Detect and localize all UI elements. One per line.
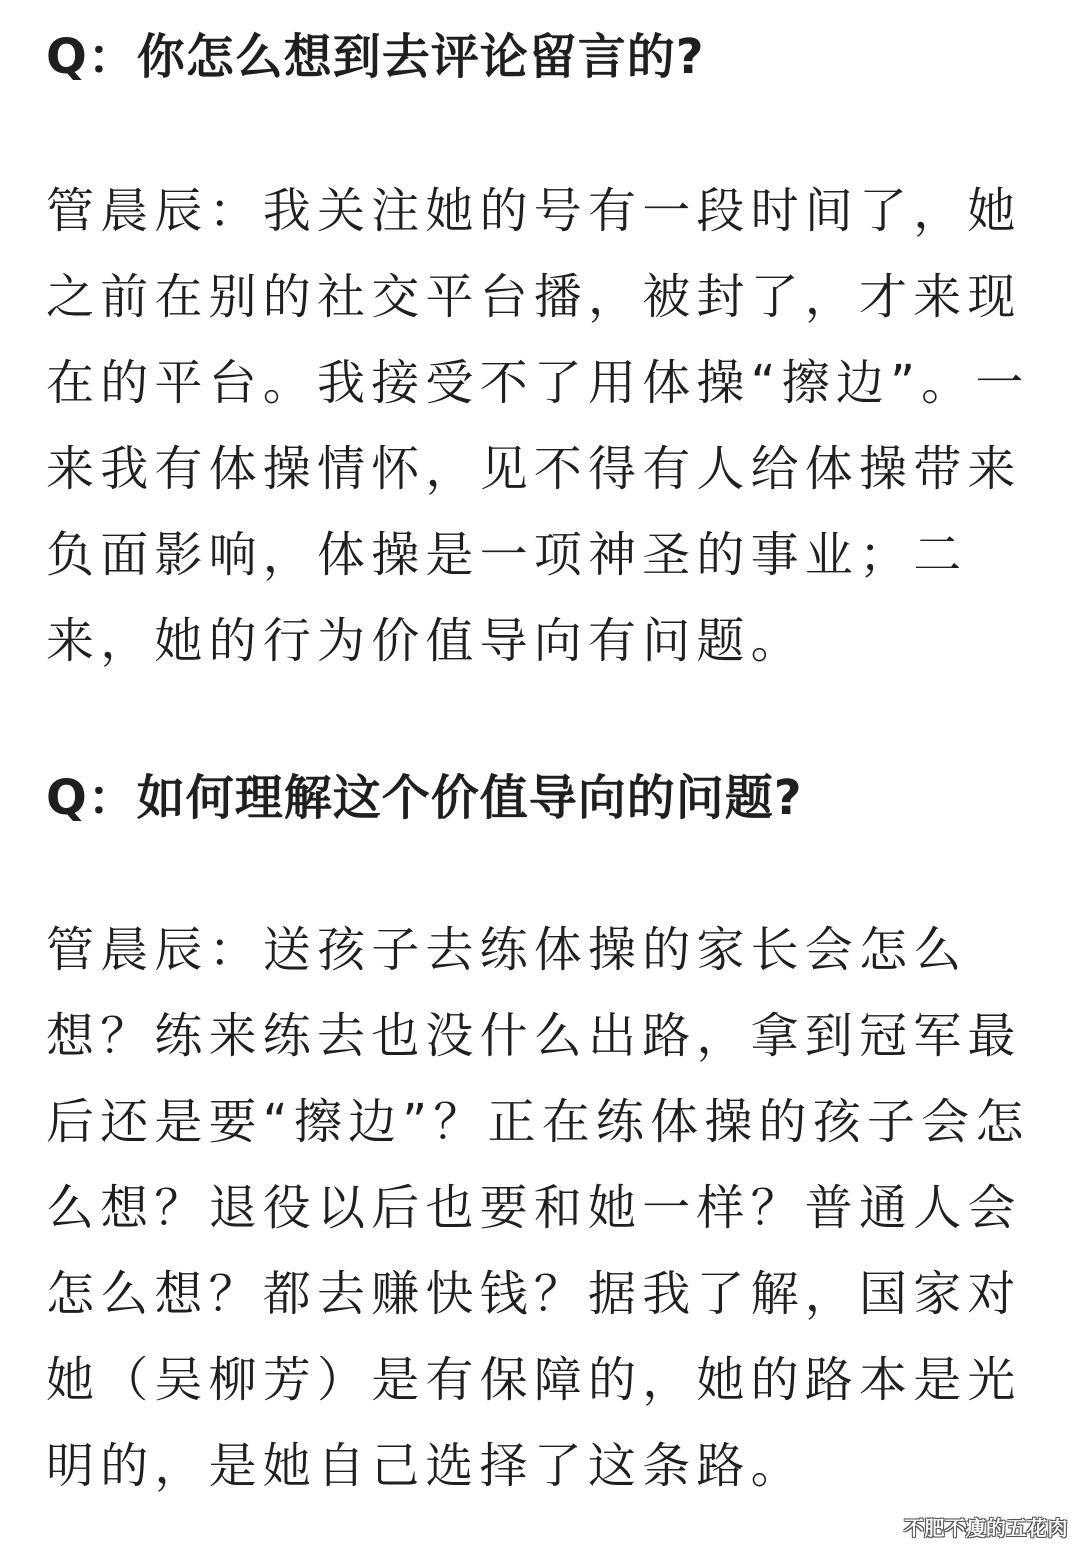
watermark: 不肥不瘦的五花肉 xyxy=(904,1516,1068,1540)
question-2: Q：如何理解这个价值导向的问题? xyxy=(46,770,803,826)
question-1: Q：你怎么想到去评论留言的? xyxy=(46,29,705,85)
answer-1: 管晨辰：我关注她的号有一段时间了，她之前在别的社交平台播，被封了，才来现在的平台。我接受不了用体操“擦边”。一来我有体操情怀，见不得有人给体操带来负面影响，体操是一项神圣的事业；二来，她的行为价值导向有问题。 xyxy=(46,183,1030,669)
answer-2: 管晨辰：送孩子去练体操的家长会怎么想？练来练去也没什么出路，拿到冠军最后还是要“擦边”？正在练体操的孩子会怎么想？退役以后也要和她一样？普通人会怎么想？都去赚快钱？据我了解，国家对她（吴柳芳）是有保障的，她的路本是光明的，是她自己选择了这条路。 xyxy=(46,922,1030,1494)
